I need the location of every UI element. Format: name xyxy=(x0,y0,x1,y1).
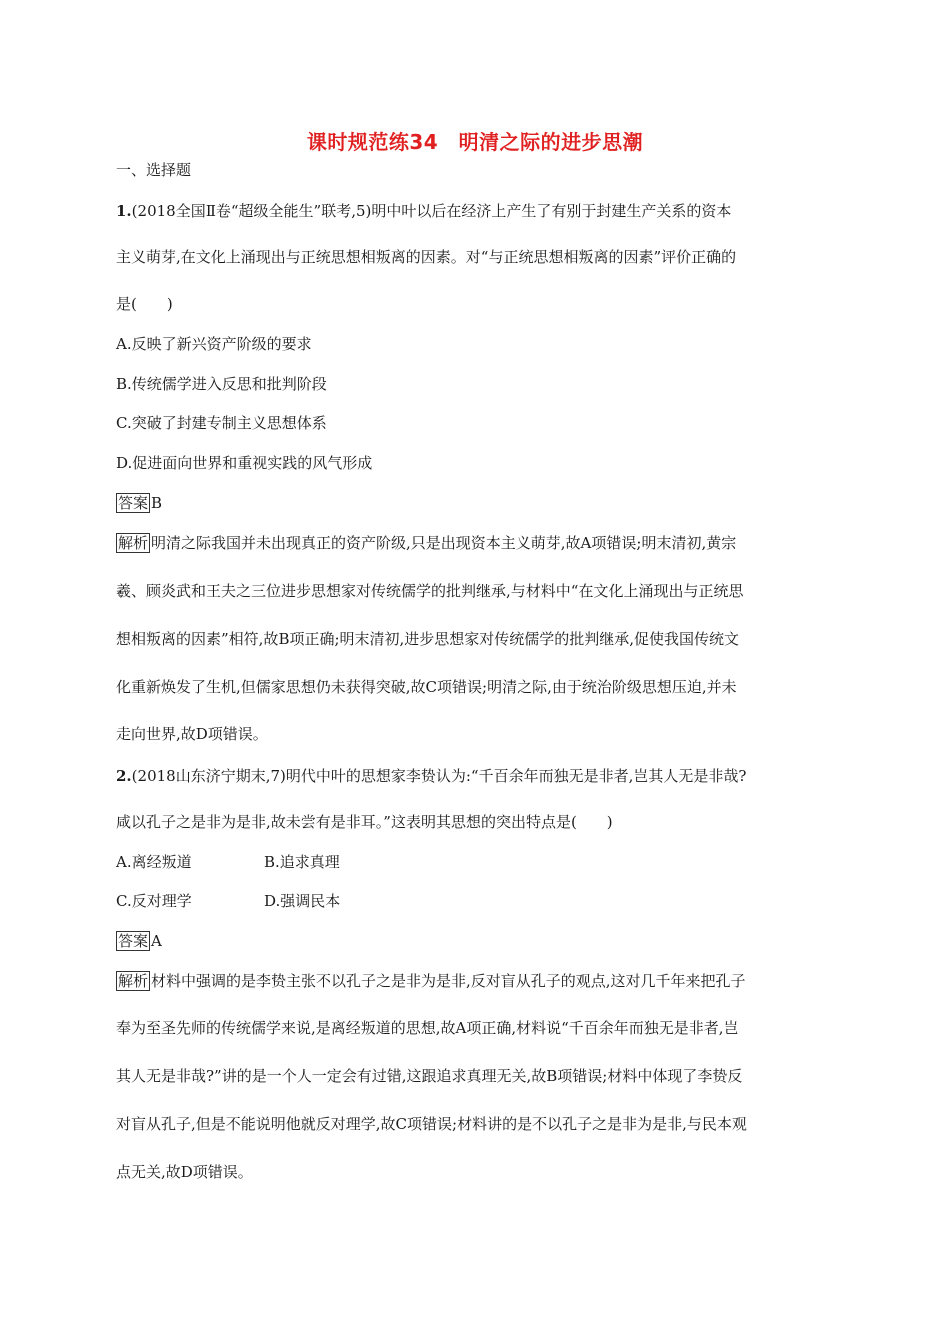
question-1-analysis-line-1 xyxy=(116,533,736,553)
question-1-option-a: A.反映了新兴资产阶级的要求 xyxy=(116,335,312,353)
question-1-analysis-line-5: 走向世界,故D项错误。 xyxy=(116,725,268,743)
question-1-answer-value: B xyxy=(151,494,163,512)
question-1-stem-line-2: 主义萌芽,在文化上涌现出与正统思想相叛离的因素。对“与正统思想相叛离的因素”评价正确的 xyxy=(116,248,737,266)
section-heading: 一、选择题 xyxy=(116,161,192,179)
question-2-option-b: B.追求真理 xyxy=(264,853,340,871)
question-2-number: 2. xyxy=(116,767,132,785)
question-2-option-d: D.强调民本 xyxy=(264,892,341,910)
question-2-analysis-line-1 xyxy=(116,971,746,991)
question-2-option-a: A.离经叛道 xyxy=(116,853,192,871)
question-1-analysis-line-4: 化重新焕发了生机,但儒家思想仍未获得突破,故C项错误;明清之际,由于统治阶级思想压迫,并未 xyxy=(116,678,737,696)
question-2-analysis-line-3: 其人无是非哉?”讲的是一个人一定会有过错,这跟追求真理无关,故B项错误;材料中体现了李贽反 xyxy=(116,1067,743,1085)
question-1-number: 1. xyxy=(116,202,132,220)
analysis-tag: 解析 xyxy=(118,972,149,990)
question-2-stem-line-2: 咸以孔子之是非为是非,故未尝有是非耳。”这表明其思想的突出特点是( ) xyxy=(116,813,613,831)
question-1-option-b: B.传统儒学进入反思和批判阶段 xyxy=(116,375,327,393)
question-1-stem-text-1: (2018全国Ⅱ卷“超级全能生”联考,5)明中叶以后在经济上产生了有别于封建生产关系的资本 xyxy=(131,202,732,220)
question-2-analysis-line-2: 奉为至圣先师的传统儒学来说,是离经叛道的思想,故A项正确,材料说“千百余年而独无是非者,岂 xyxy=(116,1019,739,1037)
question-1-analysis-text-1: 明清之际我国并未出现真正的资产阶级,只是出现资本主义萌芽,故A项错误;明末清初,黄宗 xyxy=(151,534,737,552)
question-1-answer xyxy=(116,493,162,513)
question-2-stem-line-1 xyxy=(116,766,746,786)
question-2-answer-value: A xyxy=(151,932,162,950)
question-2-options-row-2 xyxy=(116,891,341,911)
question-1-stem-line-3: 是( ) xyxy=(116,295,173,313)
question-2-option-c: C.反对理学 xyxy=(116,892,192,910)
question-2-analysis-line-4: 对盲从孔子,但是不能说明他就反对理学,故C项错误;材料讲的是不以孔子之是非为是非,与民本观 xyxy=(116,1115,747,1133)
analysis-tag: 解析 xyxy=(118,534,149,552)
question-2-answer xyxy=(116,931,162,951)
question-2-analysis-line-5: 点无关,故D项错误。 xyxy=(116,1163,253,1181)
question-2-stem-text-1: (2018山东济宁期末,7)明代中叶的思想家李贽认为:“千百余年而独无是非者,岂其人无是非哉? xyxy=(131,767,747,785)
page-title: 课时规范练34 明清之际的进步思潮 xyxy=(306,130,644,154)
question-1-analysis-line-3: 想相叛离的因素”相符,故B项正确;明末清初,进步思想家对传统儒学的批判继承,促使我国传统文 xyxy=(116,630,740,648)
question-1-option-d: D.促进面向世界和重视实践的风气形成 xyxy=(116,454,373,472)
question-1-stem-line-1 xyxy=(116,201,731,221)
question-1-option-c: C.突破了封建专制主义思想体系 xyxy=(116,414,327,432)
answer-tag: 答案 xyxy=(118,932,149,950)
answer-tag: 答案 xyxy=(118,494,149,512)
question-2-options-row-1 xyxy=(116,852,340,872)
question-1-analysis-line-2: 羲、顾炎武和王夫之三位进步思想家对传统儒学的批判继承,与材料中“在文化上涌现出与正统思 xyxy=(116,582,744,600)
question-2-analysis-text-1: 材料中强调的是李贽主张不以孔子之是非为是非,反对盲从孔子的观点,这对几千年来把孔子 xyxy=(151,972,746,990)
